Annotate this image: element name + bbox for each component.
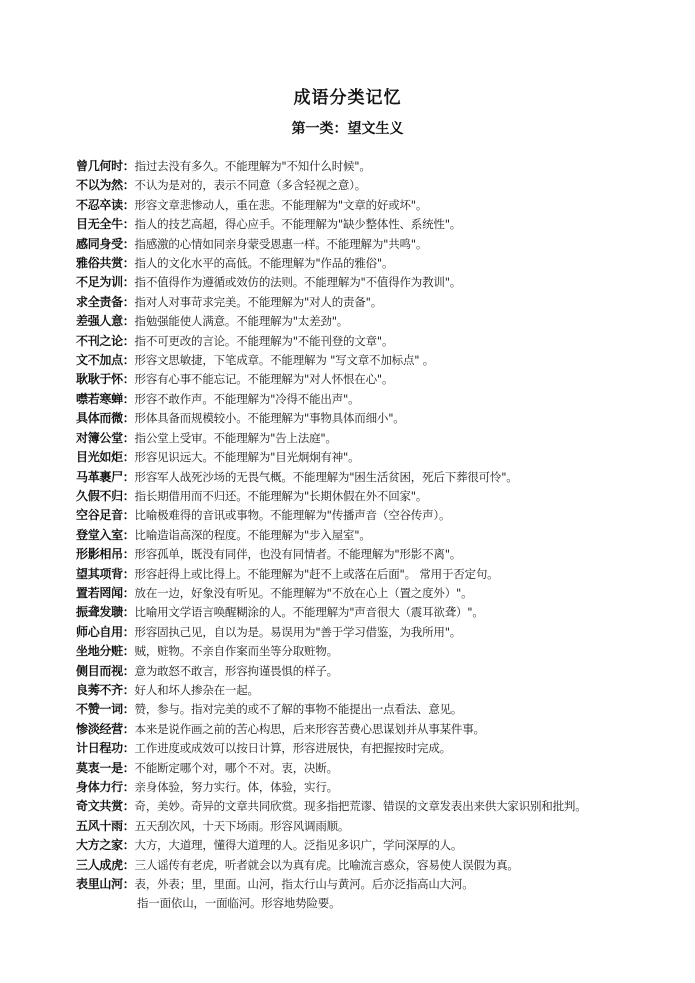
idiom-definition: 形容文思敏捷，下笔成章。不能理解为 "写文章不加标点" 。 <box>134 353 435 368</box>
idiom-term: 不以为然： <box>76 178 135 193</box>
idiom-term: 师心自用： <box>76 624 135 639</box>
idiom-term: 差强人意： <box>76 314 135 329</box>
idiom-term: 耿耿于怀： <box>76 372 135 387</box>
document-title: 成语分类记忆 <box>293 88 402 108</box>
idiom-definition: 指感激的心情如同亲身蒙受恩惠一样。不能理解为"共鸣"。 <box>134 236 428 251</box>
idiom-definition: 大方，大道理，懂得大道理的人。泛指见多识广，学问深厚的人。 <box>134 838 463 853</box>
idiom-definition: 形容固执己见，自以为是。易误用为"善于学习借鉴，为我所用"。 <box>134 624 462 639</box>
idiom-entry <box>76 642 676 661</box>
idiom-term: 三人成虎： <box>76 857 135 872</box>
idiom-term: 雅俗共赏： <box>76 256 135 271</box>
idiom-entry <box>76 603 676 622</box>
idiom-entry <box>76 875 676 894</box>
idiom-definition: 形容不敢作声。不能理解为"冷得不能出声"。 <box>134 391 360 406</box>
idiom-definition: 比喻造诣高深的程度。不能理解为"步入屋室"。 <box>134 527 371 542</box>
idiom-definition: 形容见识远大。不能理解为"目光炯炯有神"。 <box>134 450 360 465</box>
idiom-definition: 指长期借用而不归还。不能理解为"长期休假在外不回家"。 <box>134 488 428 503</box>
idiom-term: 目光如炬： <box>76 450 135 465</box>
idiom-term: 目无全牛： <box>76 217 135 232</box>
idiom-list <box>76 157 676 914</box>
idiom-term: 身体力行： <box>76 780 135 794</box>
idiom-term: 不忍卒读： <box>76 197 135 212</box>
idiom-definition: 指一面依山，一面临河。形容地势险要。 <box>137 896 341 911</box>
idiom-term: 对簿公堂： <box>76 430 135 445</box>
idiom-term: 望其项背： <box>76 566 135 581</box>
idiom-entry <box>76 545 676 564</box>
idiom-term: 奇文共赏： <box>76 799 135 814</box>
section-title: 第一类：望文生义 <box>291 121 404 137</box>
idiom-term: 文不加点： <box>76 353 135 368</box>
idiom-term: 马革裹尸： <box>76 469 135 484</box>
idiom-entry <box>76 235 676 254</box>
idiom-entry <box>76 487 676 506</box>
idiom-entry <box>76 623 676 642</box>
idiom-entry <box>76 468 676 487</box>
idiom-definition: 不能断定哪个对，哪个不对。衷，决断。 <box>134 760 338 775</box>
idiom-definition: 工作进度或成效可以按日计算，形容进展快，有把握按时完成。 <box>134 741 451 756</box>
idiom-entry <box>76 894 676 913</box>
idiom-term: 置若罔闻： <box>76 585 135 600</box>
idiom-definition: 比喻极难得的音讯或事物。不能理解为"传播声音（空谷传声）。 <box>134 508 451 523</box>
idiom-definition: 指不值得作为遵循或效仿的法则。不能理解为"不值得作为教训"。 <box>134 275 462 290</box>
idiom-term: 侧目而视： <box>76 663 135 678</box>
idiom-entry <box>76 662 676 681</box>
idiom-definition: 本来是说作画之前的苦心构思，后来形容苦费心思谋划并从事某件事。 <box>134 721 485 736</box>
idiom-entry <box>76 700 676 719</box>
idiom-term: 具体而微： <box>76 411 135 426</box>
idiom-entry <box>76 312 676 331</box>
idiom-entry <box>76 778 676 797</box>
idiom-entry <box>76 390 676 409</box>
idiom-entry <box>76 681 676 700</box>
idiom-definition: 形容文章悲惨动人，重在悲。不能理解为"文章的好或坏"。 <box>134 197 428 212</box>
idiom-term: 惨淡经营： <box>76 721 135 736</box>
idiom-term: 求全责备： <box>76 294 135 309</box>
idiom-definition: 指不可更改的言论。不能理解为"不能刊登的文章"。 <box>134 333 394 348</box>
idiom-term: 表里山河： <box>76 877 135 892</box>
idiom-entry <box>76 448 676 467</box>
idiom-entry <box>76 157 676 176</box>
idiom-definition: 指勉强能使人满意。不能理解为"太差劲"。 <box>134 314 349 329</box>
idiom-definition: 形容军人战死沙场的无畏气概。不能理解为"困生活贫困，死后下葬很可怜"。 <box>134 469 518 484</box>
idiom-term: 计日程功： <box>76 741 135 756</box>
idiom-definition: 亲身体验，努力实行。体，体验，实行。 <box>134 780 338 794</box>
idiom-term: 不赞一词： <box>76 702 135 717</box>
idiom-entry <box>76 215 676 234</box>
idiom-term: 形影相吊： <box>76 547 135 562</box>
idiom-definition: 好人和坏人掺杂在一起。 <box>134 682 259 697</box>
idiom-entry <box>76 176 676 195</box>
idiom-entry <box>76 565 676 584</box>
idiom-definition: 指对人对事苛求完美。不能理解为"对人的责备"。 <box>134 294 382 309</box>
idiom-entry <box>76 254 676 273</box>
idiom-entry <box>76 817 676 836</box>
idiom-definition: 赞，参与。指对完美的或不了解的事物不能提出一点看法、意见。 <box>134 702 463 717</box>
idiom-term: 莫衷一是： <box>76 760 135 775</box>
idiom-entry <box>76 370 676 389</box>
idiom-term: 不刊之论： <box>76 333 135 348</box>
idiom-entry <box>76 720 676 739</box>
idiom-definition: 比喻用文学语言唤醒糊涂的人。不能理解为"声音很大（震耳欲聋）"。 <box>134 605 484 620</box>
idiom-entry <box>76 409 676 428</box>
idiom-term: 坐地分赃： <box>76 644 135 659</box>
idiom-entry <box>76 293 676 312</box>
idiom-entry <box>76 739 676 758</box>
idiom-definition: 形容赶得上或比得上。不能理解为"赶不上或落在后面"。 常用于否定句。 <box>134 566 499 581</box>
idiom-term: 噤若寒蝉： <box>76 391 135 406</box>
idiom-definition: 三人谣传有老虎，听者就会以为真有虎。比喻流言惑众，容易使人误假为真。 <box>134 857 519 872</box>
idiom-entry <box>76 584 676 603</box>
idiom-term: 振聋发聩： <box>76 605 135 620</box>
idiom-entry <box>76 351 676 370</box>
idiom-definition: 不认为是对的，表示不同意（多含轻视之意）。 <box>134 178 367 193</box>
idiom-definition: 指过去没有多久。不能理解为"不知什么时候"。 <box>134 159 371 173</box>
idiom-entry <box>76 856 676 875</box>
idiom-term: 大方之家： <box>76 838 135 853</box>
idiom-definition: 表，外表；里，里面。山河，指太行山与黄河。后亦泛指高山大河。 <box>134 877 474 892</box>
idiom-definition: 五天刮次风，十天下场雨。形容风调雨顺。 <box>134 818 350 833</box>
idiom-term: 登堂入室： <box>76 527 135 542</box>
idiom-term: 久假不归： <box>76 488 135 503</box>
idiom-term: 良莠不齐： <box>76 682 135 697</box>
idiom-term: 曾几何时： <box>76 159 135 173</box>
idiom-term: 空谷足音： <box>76 508 135 523</box>
idiom-definition: 指公堂上受审。不能理解为"告上法庭"。 <box>134 430 337 445</box>
idiom-entry <box>76 836 676 855</box>
idiom-entry <box>76 196 676 215</box>
idiom-entry <box>76 797 676 816</box>
idiom-definition: 奇，美妙。奇异的文章共同欣赏。现多指把荒谬、错误的文章发表出来供大家识别和批判。 <box>134 799 587 814</box>
idiom-entry <box>76 526 676 545</box>
idiom-definition: 放在一边，好象没有听见。不能理解为"不放在心上（置之度外）"。 <box>134 585 473 600</box>
idiom-term: 五风十雨： <box>76 818 135 833</box>
idiom-entry <box>76 273 676 292</box>
idiom-definition: 指人的文化水平的高低。不能理解为"作品的雅俗"。 <box>134 256 394 271</box>
idiom-entry <box>76 506 676 525</box>
idiom-definition: 贼，赃物。不亲自作案而坐等分取赃物。 <box>134 644 338 659</box>
idiom-definition: 形容有心事不能忘记。不能理解为"对人怀恨在心"。 <box>134 372 394 387</box>
idiom-entry <box>76 429 676 448</box>
idiom-definition: 形容孤单，既没有同伴，也没有同情者。不能理解为"形影不离"。 <box>134 547 462 562</box>
idiom-entry <box>76 759 676 778</box>
idiom-definition: 指人的技艺高超，得心应手。不能理解为"缺少整体性、系统性"。 <box>134 217 462 232</box>
idiom-term: 不足为训： <box>76 275 135 290</box>
idiom-definition: 意为敢怒不敢言，形容拘谨畏惧的样子。 <box>134 663 338 678</box>
idiom-term: 感同身受： <box>76 236 135 251</box>
idiom-definition: 形体具备而规模较小。不能理解为"事物具体而细小"。 <box>134 411 405 426</box>
idiom-entry <box>76 332 676 351</box>
